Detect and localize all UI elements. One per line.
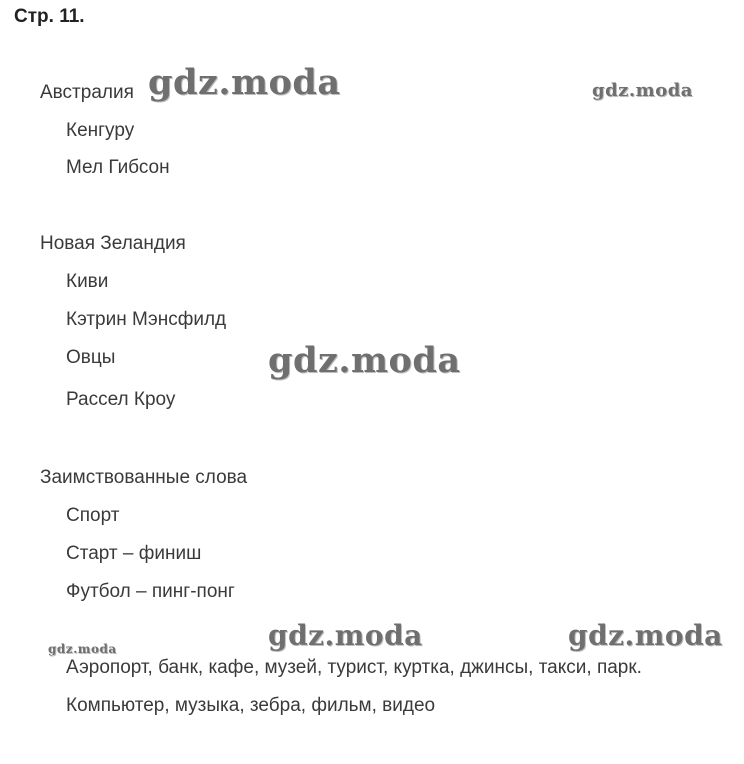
section-title-australia: Австралия	[40, 82, 134, 103]
page-number-label: Стр. 11.	[14, 6, 85, 27]
watermark-logo: gdz.moda	[568, 619, 723, 652]
watermark-logo: gdz.moda	[148, 62, 341, 103]
section-title-new-zealand: Новая Зеландия	[40, 233, 186, 254]
watermark-logo: gdz.moda	[48, 642, 117, 656]
list-item: Рассел Кроу	[66, 389, 176, 410]
list-item: Кенгуру	[66, 120, 135, 141]
list-item: Аэропорт, банк, кафе, музей, турист, куртка, джинсы, такси, парк.	[66, 657, 642, 678]
list-item: Спорт	[66, 505, 120, 526]
section-title-borrowed-words: Заимствованные слова	[40, 467, 248, 488]
watermark-logo: gdz.moda	[268, 619, 423, 652]
watermark-logo: gdz.moda	[268, 340, 461, 381]
list-item: Мел Гибсон	[66, 157, 170, 178]
list-item: Овцы	[66, 347, 116, 368]
list-item: Кэтрин Мэнсфилд	[66, 309, 227, 330]
list-item: Футбол – пинг-понг	[66, 581, 235, 602]
list-item: Старт – финиш	[66, 543, 202, 564]
watermark-logo: gdz.moda	[592, 80, 693, 101]
list-item: Компьютер, музыка, зебра, фильм, видео	[66, 695, 436, 716]
list-item: Киви	[66, 271, 109, 292]
